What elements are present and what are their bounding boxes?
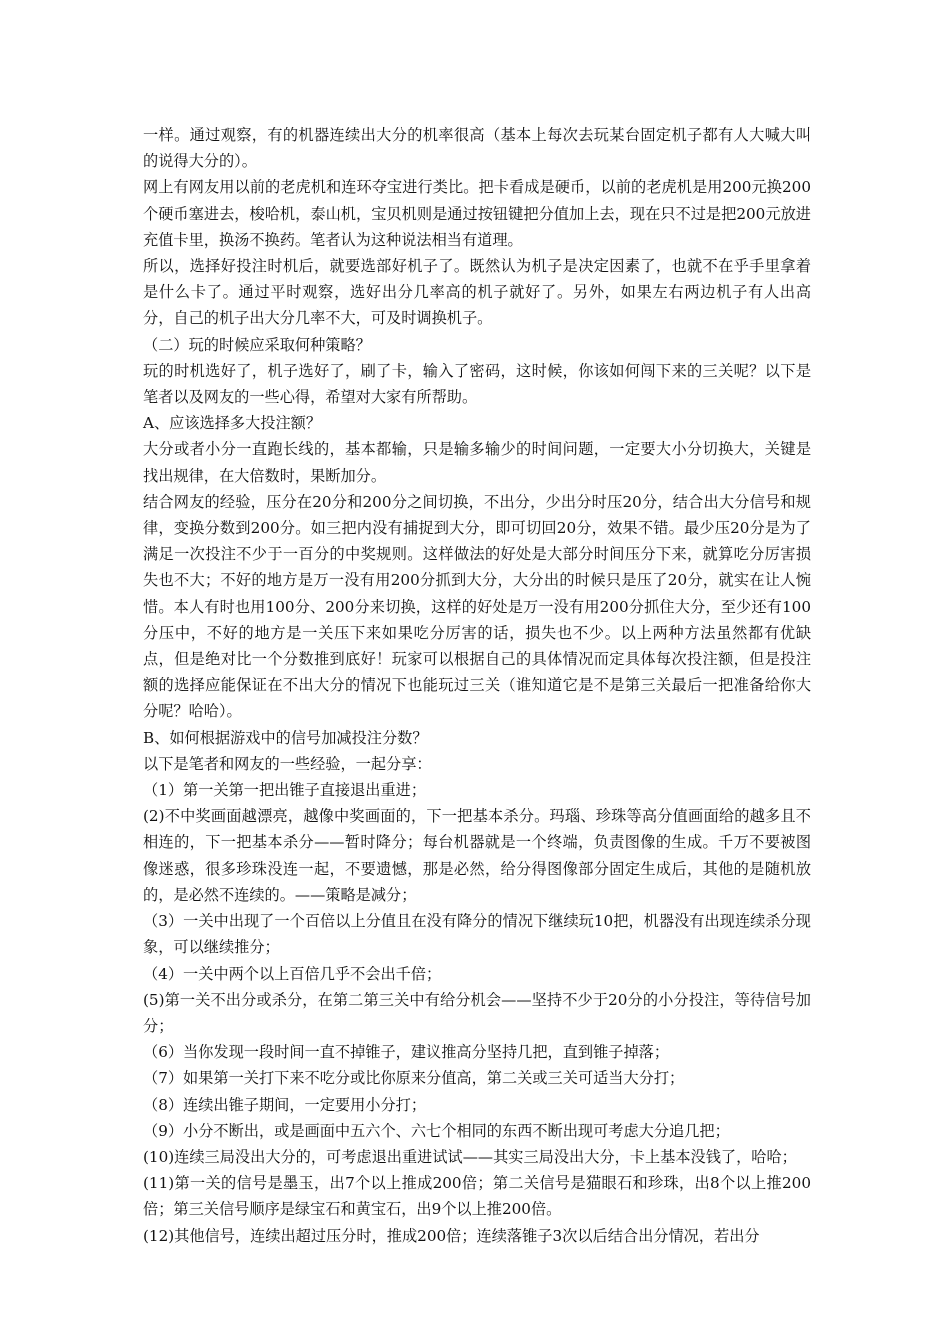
list-item: (10)连续三局没出大分的，可考虑退出重进试试——其实三局没出大分，卡上基本没钱了，哈哈； [143, 1147, 797, 1166]
list-item: (2)不中奖画面越漂亮，越像中奖画面的，下一把基本杀分。玛瑙、珍珠等高分值画面给的越多且不相连的，下一把基本杀分——暂时降分；每台机器就是一个终端，负责图像的生成。千万不要被图像迷惑，很多珍珠没连一起，不要遗憾，那是必然，给分得图像部分固定生成后，其他的是随机放的，是必然不连续的。——策略是减分； [143, 807, 811, 904]
paragraph: 玩的时机选好了，机子选好了，刷了卡，输入了密码，这时候，你该如何闯下来的三关呢？以下是笔者以及网友的一些心得，希望对大家有所帮助。 [143, 361, 811, 407]
paragraph: 一样。通过观察，有的机器连续出大分的机率很高（基本上每次去玩某台固定机子都有人大喊大叫的说得大分的）。 [143, 126, 811, 171]
subsection-heading: B、如何根据游戏中的信号加减投注分数？ [143, 728, 428, 747]
list-item: （9）小分不断出，或是画面中五六个、六七个相同的东西不断出现可考虑大分追几把； [143, 1121, 730, 1140]
list-item: （4）一关中两个以上百倍几乎不会出千倍； [143, 964, 442, 983]
list-item: （1）第一关第一把出锥子直接退出重进； [143, 781, 427, 800]
section-heading: （二）玩的时候应采取何种策略？ [143, 335, 371, 354]
subsection-heading: A、应该选择多大投注额？ [143, 414, 322, 433]
list-item: （3）一关中出现了一个百倍以上分值且在没有降分的情况下继续玩10把，机器没有出现连续杀分现象，可以继续推分； [143, 912, 811, 957]
list-item: (11)第一关的信号是墨玉，出7个以上推成200倍；第二关信号是猫眼石和珍珠，出8个以上推200倍；第三关信号顺序是绿宝石和黄宝石，出9个以上推200倍。 [143, 1174, 811, 1219]
list-item: （7）如果第一关打下来不吃分或比你原来分值高，第二关或三关可适当大分打； [143, 1069, 685, 1088]
paragraph: 所以，选择好投注时机后，就要选部好机子了。既然认为机子是决定因素了，也就不在乎手里拿着是什么卡了。通过平时观察，选好出分几率高的机子就好了。另外，如果左右两边机子有人出高分，自己的机子出大分几率不大，可及时调换机子。 [143, 257, 811, 328]
list-item: (12)其他信号，连续出超过压分时，推成200倍；连续落锥子3次以后结合出分情况，若出分 [143, 1226, 760, 1245]
paragraph: 以下是笔者和网友的一些经验，一起分享： [143, 754, 432, 773]
list-item: （8）连续出锥子期间，一定要用小分打； [143, 1095, 427, 1114]
list-item: (5)第一关不出分或杀分，在第二第三关中有给分机会——坚持不少于20分的小分投注，等待信号加分； [143, 990, 811, 1035]
paragraph: 大分或者小分一直跑长线的，基本都输，只是输多输少的时间问题，一定要大小分切换大，关键是找出规律，在大倍数时，果断加分。 [143, 440, 811, 485]
paragraph: 结合网友的经验，压分在20分和200分之间切换，不出分，少出分时压20分，结合出大分信号和规律，变换分数到200分。如三把内没有捕捉到大分，即可切回20分，效果不错。最少压20分是为了满足一次投注不少于一百分的中奖规则。这样做法的好处是大部分时间压分下来，就算吃分厉害损失也不大；不好的地方是万一没有用200分抓到大分，大分出的时候只是压了20分，就实在让人惋惜。本人有时也用100分、200分来切换，这样的好处是万一没有用200分抓住大分，至少还有100分压中，不好的地方是一关压下来如果吃分厉害的话，损失也不少。以上两种方法虽然都有优缺点，但是绝对比一个分数推到底好！玩家可以根据自己的具体情况而定具体每次投注额，但是投注额的选择应能保证在不出大分的情况下也能玩过三关（谁知道它是不是第三关最后一把准备给你大分呢？哈哈）。 [143, 492, 811, 721]
list-item: （6）当你发现一段时间一直不掉锥子，建议推高分坚持几把，直到锥子掉落； [143, 1043, 670, 1062]
paragraph: 网上有网友用以前的老虎机和连环夺宝进行类比。把卡看成是硬币，以前的老虎机是用200元换200个硬币塞进去，梭哈机，泰山机，宝贝机则是通过按钮键把分值加上去，现在只不过是把200元放进充值卡里，换汤不换药。笔者认为这种说法相当有道理。 [143, 178, 811, 249]
document-body [143, 122, 811, 1249]
